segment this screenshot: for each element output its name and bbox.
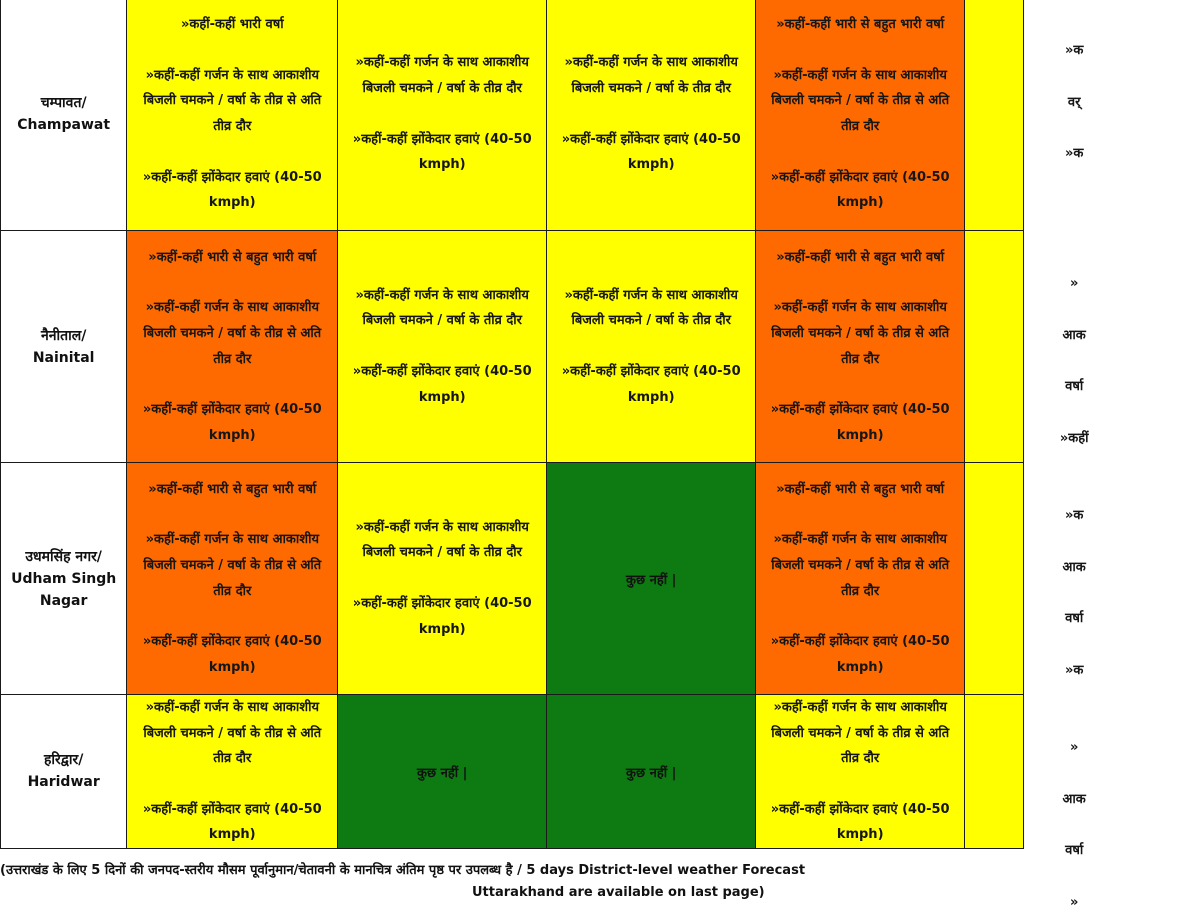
district-name-hindi: उधमसिंह नगर/ bbox=[25, 548, 102, 565]
forecast-line: »क bbox=[1064, 43, 1084, 58]
forecast-text bbox=[756, 245, 964, 449]
forecast-line: » bbox=[1069, 276, 1079, 291]
forecast-text bbox=[127, 477, 337, 681]
forecast-text bbox=[756, 12, 964, 216]
forecast-cell bbox=[127, 695, 338, 849]
forecast-line: » bbox=[1069, 894, 1079, 910]
forecast-text bbox=[756, 695, 964, 848]
forecast-line: »कहीं-कहीं गर्जन के साथ आकाशीय बिजली चमकने / वर्षा के तीव्र दौर bbox=[564, 287, 738, 329]
forecast-cell bbox=[756, 0, 965, 231]
forecast-line: »कहीं-कहीं गर्जन के साथ आकाशीय बिजली चमकने / वर्षा के तीव्र से अति तीव्र दौर bbox=[143, 700, 322, 767]
forecast-line: »कहीं-कहीं झोंकेदार हवाएं (40-50 kmph) bbox=[352, 364, 532, 405]
forecast-line: »क bbox=[1064, 662, 1084, 678]
forecast-text bbox=[969, 271, 1179, 451]
footer-note-line1: (उत्तराखंड के लिए 5 दिनों की जनपद-स्तरीय मौसम पूर्वानुमान/चेतावनी के मानचित्र अंतिम पृष्ठ पर उपलब्ध है / 5 days District-level weather Forecast bbox=[0, 863, 806, 878]
forecast-text bbox=[547, 50, 755, 177]
forecast-line: » bbox=[1069, 740, 1079, 755]
forecast-line: आक bbox=[1062, 791, 1086, 807]
forecast-line: »कहीं-कहीं गर्जन के साथ आकाशीय बिजली चमकने / वर्षा के तीव्र दौर bbox=[355, 55, 529, 96]
forecast-cell bbox=[127, 0, 338, 231]
forecast-line: »कहीं-कहीं झोंकेदार हवाएं (40-50 kmph) bbox=[142, 634, 322, 675]
forecast-line: »क bbox=[1064, 508, 1084, 523]
district-row bbox=[1, 231, 1024, 463]
forecast-line: »कहीं-कहीं गर्जन के साथ आकाशीय बिजली चमकने / वर्षा के तीव्र दौर bbox=[564, 55, 738, 96]
forecast-cell bbox=[338, 231, 547, 463]
forecast-text bbox=[338, 515, 546, 642]
forecast-line: »कहीं-कहीं गर्जन के साथ आकाशीय बिजली चमकने / वर्षा के तीव्र से अति तीव्र दौर bbox=[771, 67, 950, 134]
forecast-line: »कहीं-कहीं गर्जन के साथ आकाशीय बिजली चमकने / वर्षा के तीव्र से अति तीव्र दौर bbox=[143, 532, 322, 599]
district-name-english: Champawat bbox=[17, 117, 111, 133]
forecast-cell bbox=[547, 463, 756, 695]
forecast-line: »कहीं-कहीं झोंकेदार हवाएं (40-50 kmph) bbox=[770, 634, 950, 675]
forecast-line: »कहीं-कहीं झोंकेदार हवाएं (40-50 kmph) bbox=[142, 402, 322, 443]
forecast-line: »कहीं-कहीं भारी से बहुत भारी वर्षा bbox=[776, 249, 945, 265]
forecast-cell bbox=[547, 231, 756, 463]
forecast-cell bbox=[965, 0, 1084, 231]
forecast-line: वर्षा bbox=[1065, 379, 1084, 395]
forecast-cell bbox=[338, 695, 547, 849]
district-name-english: Nainital bbox=[32, 349, 95, 366]
forecast-line: आक bbox=[1062, 559, 1086, 575]
forecast-line: वर् bbox=[1067, 94, 1081, 110]
forecast-text bbox=[127, 245, 337, 449]
forecast-line: आक bbox=[1062, 327, 1086, 343]
district-row bbox=[1, 695, 1024, 849]
forecast-line: »कहीं-कहीं झोंकेदार हवाएं (40-50 kmph) bbox=[770, 801, 950, 843]
forecast-line: »कहीं-कहीं झोंकेदार हवाएं (40-50 kmph) bbox=[352, 596, 532, 637]
forecast-cell bbox=[756, 231, 965, 463]
forecast-cell bbox=[965, 463, 1086, 695]
forecast-cell bbox=[965, 695, 1086, 910]
forecast-cell bbox=[127, 231, 338, 463]
forecast-cell bbox=[547, 0, 756, 231]
forecast-line: »कहीं-कहीं गर्जन के साथ आकाशीय बिजली चमकने / वर्षा के तीव्र दौर bbox=[355, 287, 529, 329]
district-name-hindi: नैनीताल/ bbox=[40, 327, 87, 344]
no-warning-text: कुछ नहीं | bbox=[626, 573, 677, 588]
forecast-text bbox=[127, 12, 337, 216]
district-row bbox=[1, 463, 1024, 695]
forecast-cell bbox=[338, 463, 547, 695]
forecast-text bbox=[969, 503, 1179, 683]
forecast-text bbox=[547, 283, 755, 410]
forecast-line: »कहीं-कहीं गर्जन के साथ आकाशीय बिजली चमकने / वर्षा के तीव्र से अति तीव्र दौर bbox=[771, 300, 950, 367]
forecast-line: »कहीं-कहीं गर्जन के साथ आकाशीय बिजली चमकने / वर्षा के तीव्र से अति तीव्र दौर bbox=[143, 67, 322, 134]
forecast-line: »कहीं-कहीं झोंकेदार हवाएं (40-50 kmph) bbox=[142, 169, 322, 211]
forecast-text bbox=[338, 50, 546, 177]
forecast-line: »कहीं-कहीं झोंकेदार हवाएं (40-50 kmph) bbox=[142, 801, 322, 843]
forecast-cell bbox=[756, 463, 965, 695]
district-name-english: Haridwar bbox=[27, 774, 100, 791]
forecast-line: »कहीं bbox=[1059, 430, 1089, 446]
forecast-line: »कहीं-कहीं भारी वर्षा bbox=[180, 17, 284, 33]
forecast-text bbox=[338, 283, 546, 410]
forecast-line: »कहीं-कहीं झोंकेदार हवाएं (40-50 kmph) bbox=[770, 402, 950, 443]
district-row bbox=[1, 0, 1024, 231]
forecast-line: »कहीं-कहीं झोंकेदार हवाएं (40-50 kmph) bbox=[352, 131, 532, 173]
forecast-cell bbox=[338, 0, 547, 231]
forecast-cell bbox=[756, 695, 965, 849]
forecast-line: »कहीं-कहीं गर्जन के साथ आकाशीय बिजली चमकने / वर्षा के तीव्र से अति तीव्र दौर bbox=[771, 532, 950, 599]
footer-note-line2: Uttarakhand are available on last page) bbox=[472, 885, 765, 900]
district-name-cell bbox=[1, 463, 127, 695]
forecast-line: »कहीं-कहीं गर्जन के साथ आकाशीय बिजली चमकने / वर्षा के तीव्र दौर bbox=[355, 519, 529, 561]
district-name-cell bbox=[1, 231, 127, 463]
forecast-line: »क bbox=[1064, 146, 1084, 162]
forecast-cell bbox=[547, 695, 756, 849]
no-warning-text: कुछ नहीं | bbox=[626, 765, 677, 781]
forecast-line: वर्षा bbox=[1065, 843, 1084, 859]
district-name-english: Udham Singh Nagar bbox=[11, 570, 117, 609]
forecast-text bbox=[969, 38, 1179, 167]
footer-note bbox=[0, 860, 1100, 904]
district-name-hindi: हरिद्वार/ bbox=[44, 752, 84, 769]
forecast-line: »कहीं-कहीं भारी से बहुत भारी वर्षा bbox=[148, 481, 317, 497]
forecast-line: »कहीं-कहीं भारी से बहुत भारी वर्षा bbox=[776, 481, 945, 497]
forecast-line: »कहीं-कहीं झोंकेदार हवाएं (40-50 kmph) bbox=[770, 169, 950, 211]
forecast-text bbox=[127, 695, 337, 848]
forecast-text bbox=[756, 477, 964, 681]
forecast-line: »कहीं-कहीं गर्जन के साथ आकाशीय बिजली चमकने / वर्षा के तीव्र से अति तीव्र दौर bbox=[143, 300, 322, 367]
district-name-cell bbox=[1, 695, 127, 849]
forecast-line: »कहीं-कहीं झोंकेदार हवाएं (40-50 kmph) bbox=[561, 364, 741, 405]
forecast-line: वर्षा bbox=[1065, 611, 1084, 627]
forecast-line: »कहीं-कहीं गर्जन के साथ आकाशीय बिजली चमकने / वर्षा के तीव्र से अति तीव्र दौर bbox=[771, 700, 950, 767]
forecast-line: »कहीं-कहीं झोंकेदार हवाएं (40-50 kmph) bbox=[561, 131, 741, 173]
forecast-cell bbox=[965, 231, 1089, 463]
forecast-line: »कहीं-कहीं भारी से बहुत भारी वर्षा bbox=[776, 17, 945, 33]
forecast-line: »कहीं-कहीं भारी से बहुत भारी वर्षा bbox=[148, 249, 317, 265]
district-name-hindi: चम्पावत/ bbox=[40, 95, 87, 111]
forecast-cell bbox=[127, 463, 338, 695]
no-warning-text: कुछ नहीं | bbox=[417, 765, 468, 781]
district-name-cell bbox=[1, 0, 127, 231]
